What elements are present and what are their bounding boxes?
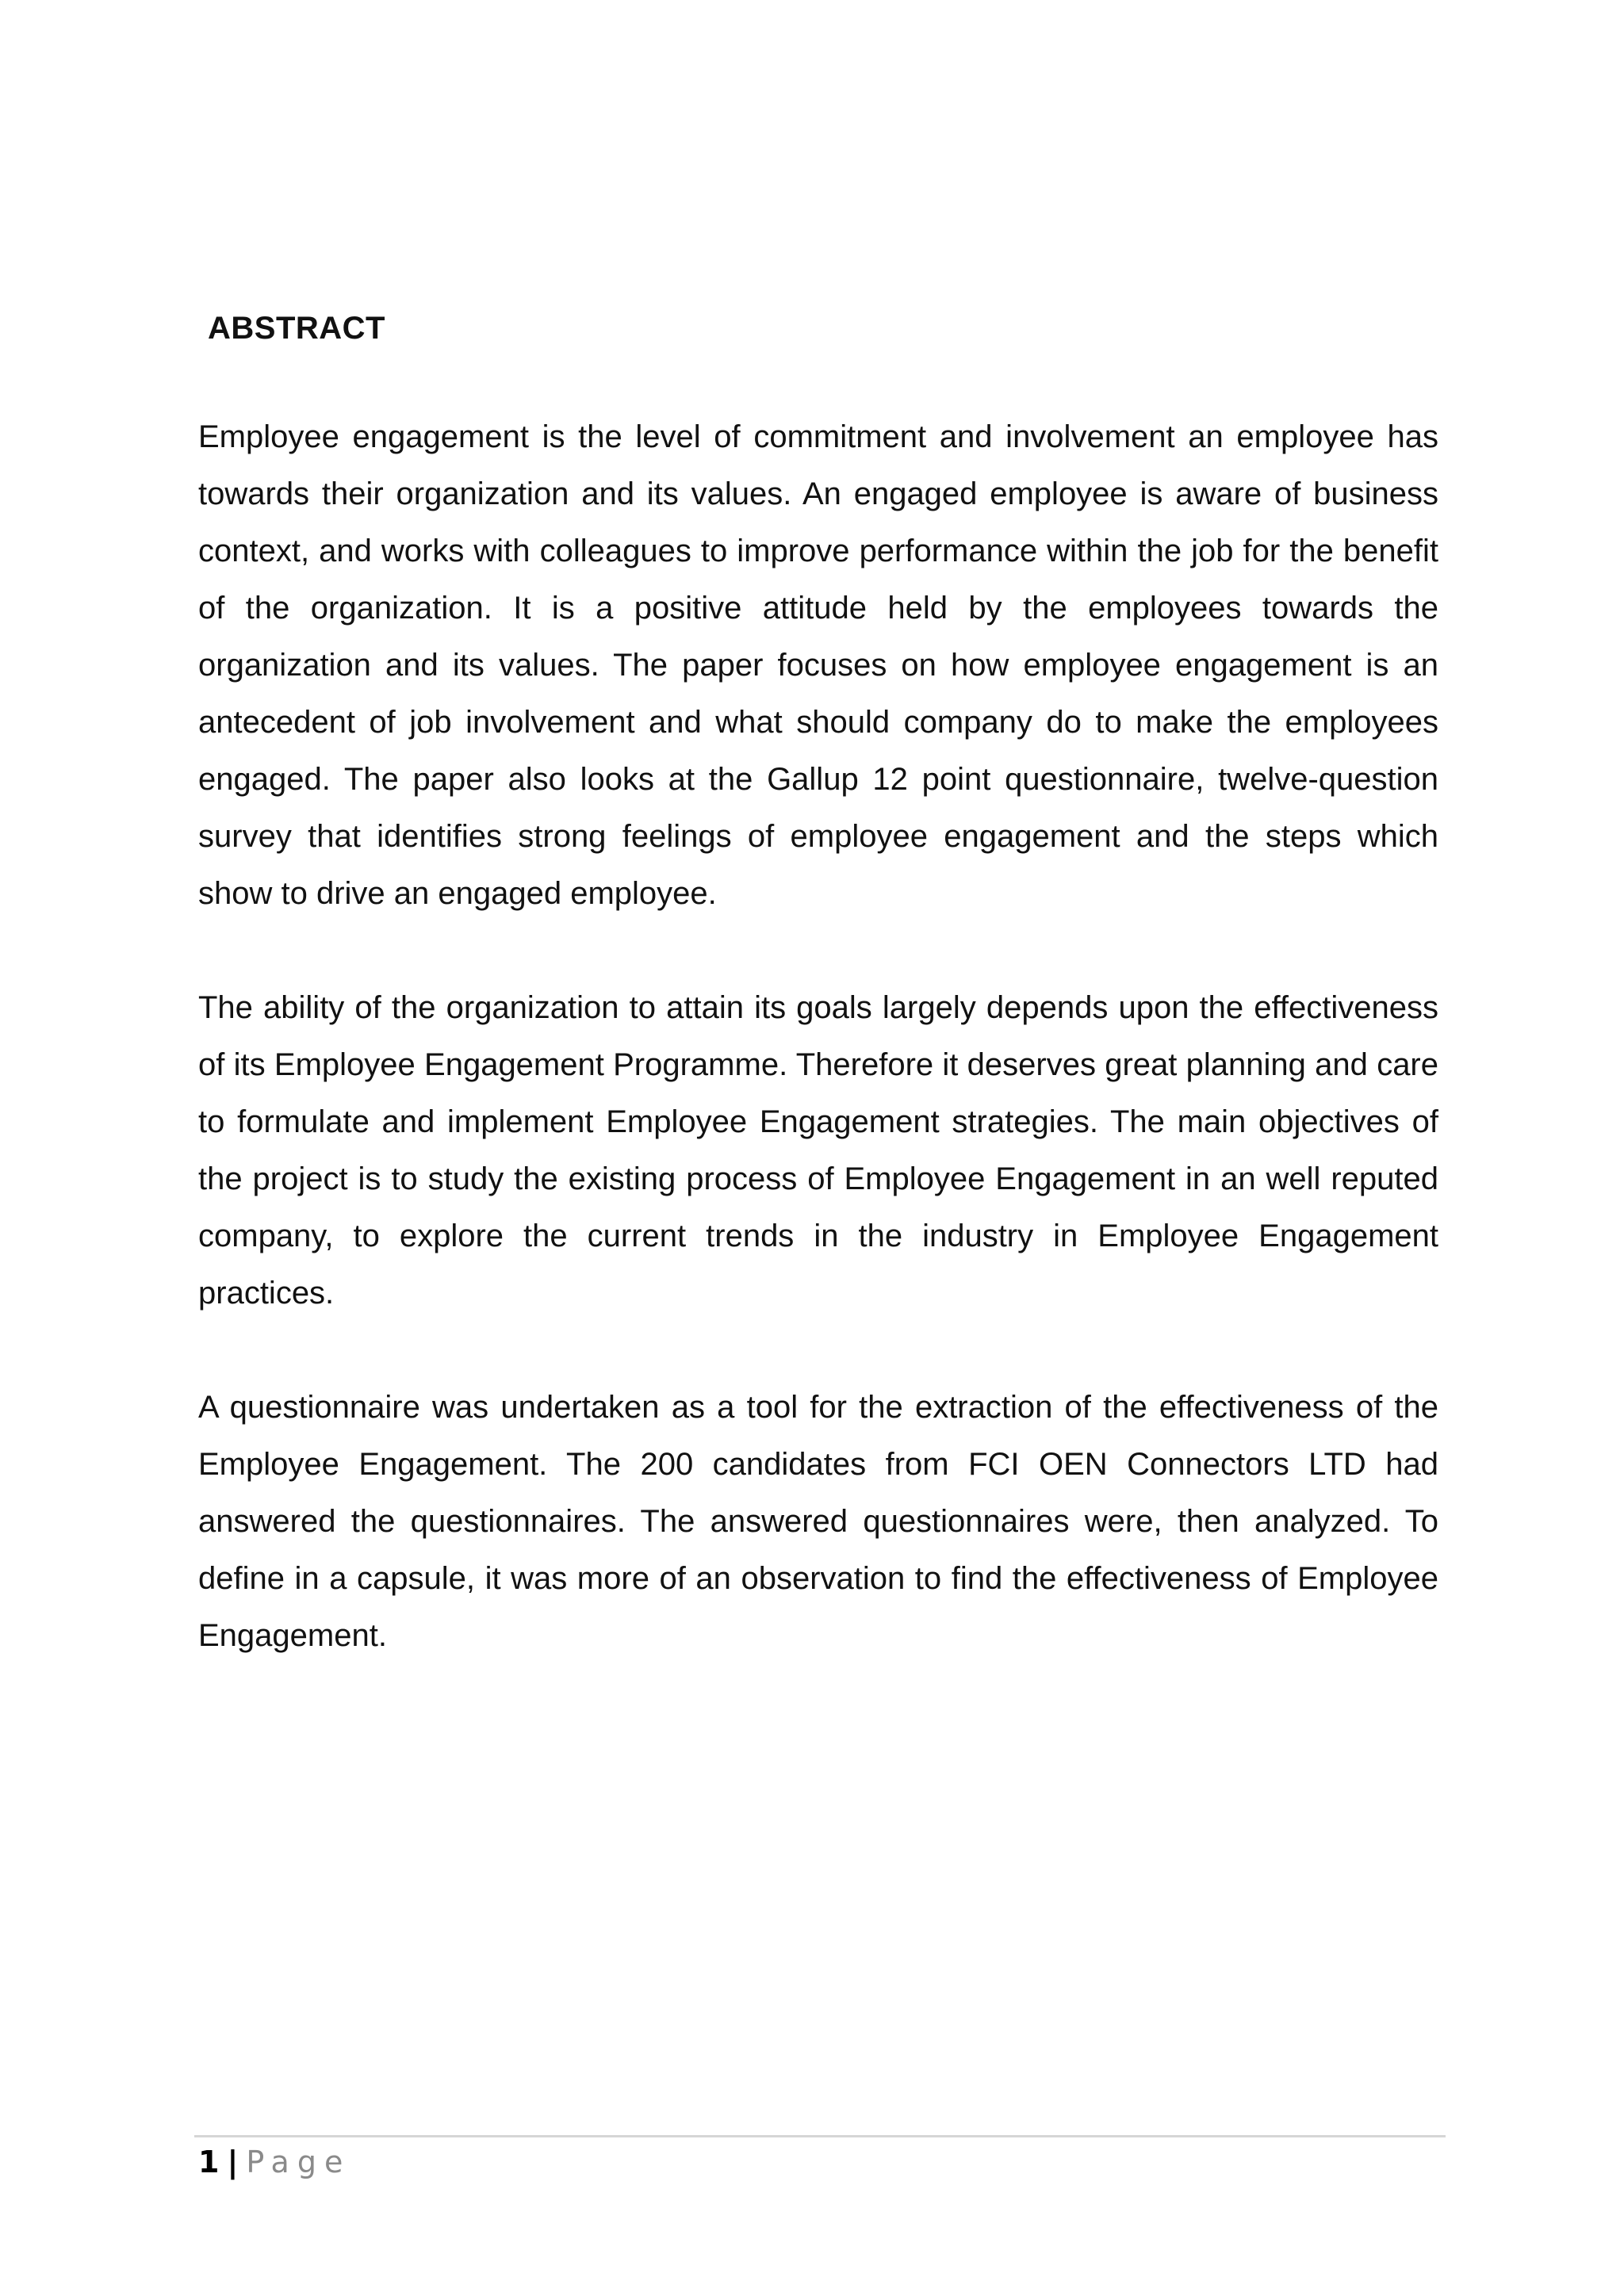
- page-label: Page: [246, 2145, 351, 2179]
- paragraph-objectives: The ability of the organization to attain its goals largely depends upon the effectiveness of its Employee Engagement Programme. Therefore it deserves great planning and care to formulate and implement Employee Engagement strategies. The main objectives of the project is to study the existing process of Employee Engagement in an well reputed company, to explore the current trends in the industry in Employee Engagement practices.: [198, 990, 1438, 1311]
- footer-divider: [194, 2135, 1446, 2137]
- page-number: 1: [198, 2145, 220, 2179]
- page-footer: [198, 2141, 350, 2183]
- paragraph-engagement-definition: Employee engagement is the level of commitment and involvement an employee has towards their organization and its values. An engaged employee is aware of business context, and works with colleagues to improve performance within the job for the benefit of the organization. It is a positive attitude held by the employees towards the organization and its values. The paper focuses on how employee engagement is an antecedent of job involvement and what should company do to make the employees engaged. The paper also looks at the Gallup 12 point questionnaire, twelve-question survey that identifies strong feelings of employee engagement and the steps which show to drive an engaged employee.: [198, 419, 1438, 911]
- footer-separator: |: [227, 2145, 239, 2179]
- abstract-body: [198, 408, 1438, 1664]
- abstract-heading: ABSTRACT: [208, 311, 385, 346]
- paragraph-methodology: A questionnaire was undertaken as a tool for the extraction of the effectiveness of the Employee Engagement. The 200 candidates from FCI OEN Connectors LTD had answered the questionnaires. The answered questionnaires were, then analyzed. To define in a capsule, it was more of an observation to find the effectiveness of Employee Engagement.: [198, 1390, 1438, 1653]
